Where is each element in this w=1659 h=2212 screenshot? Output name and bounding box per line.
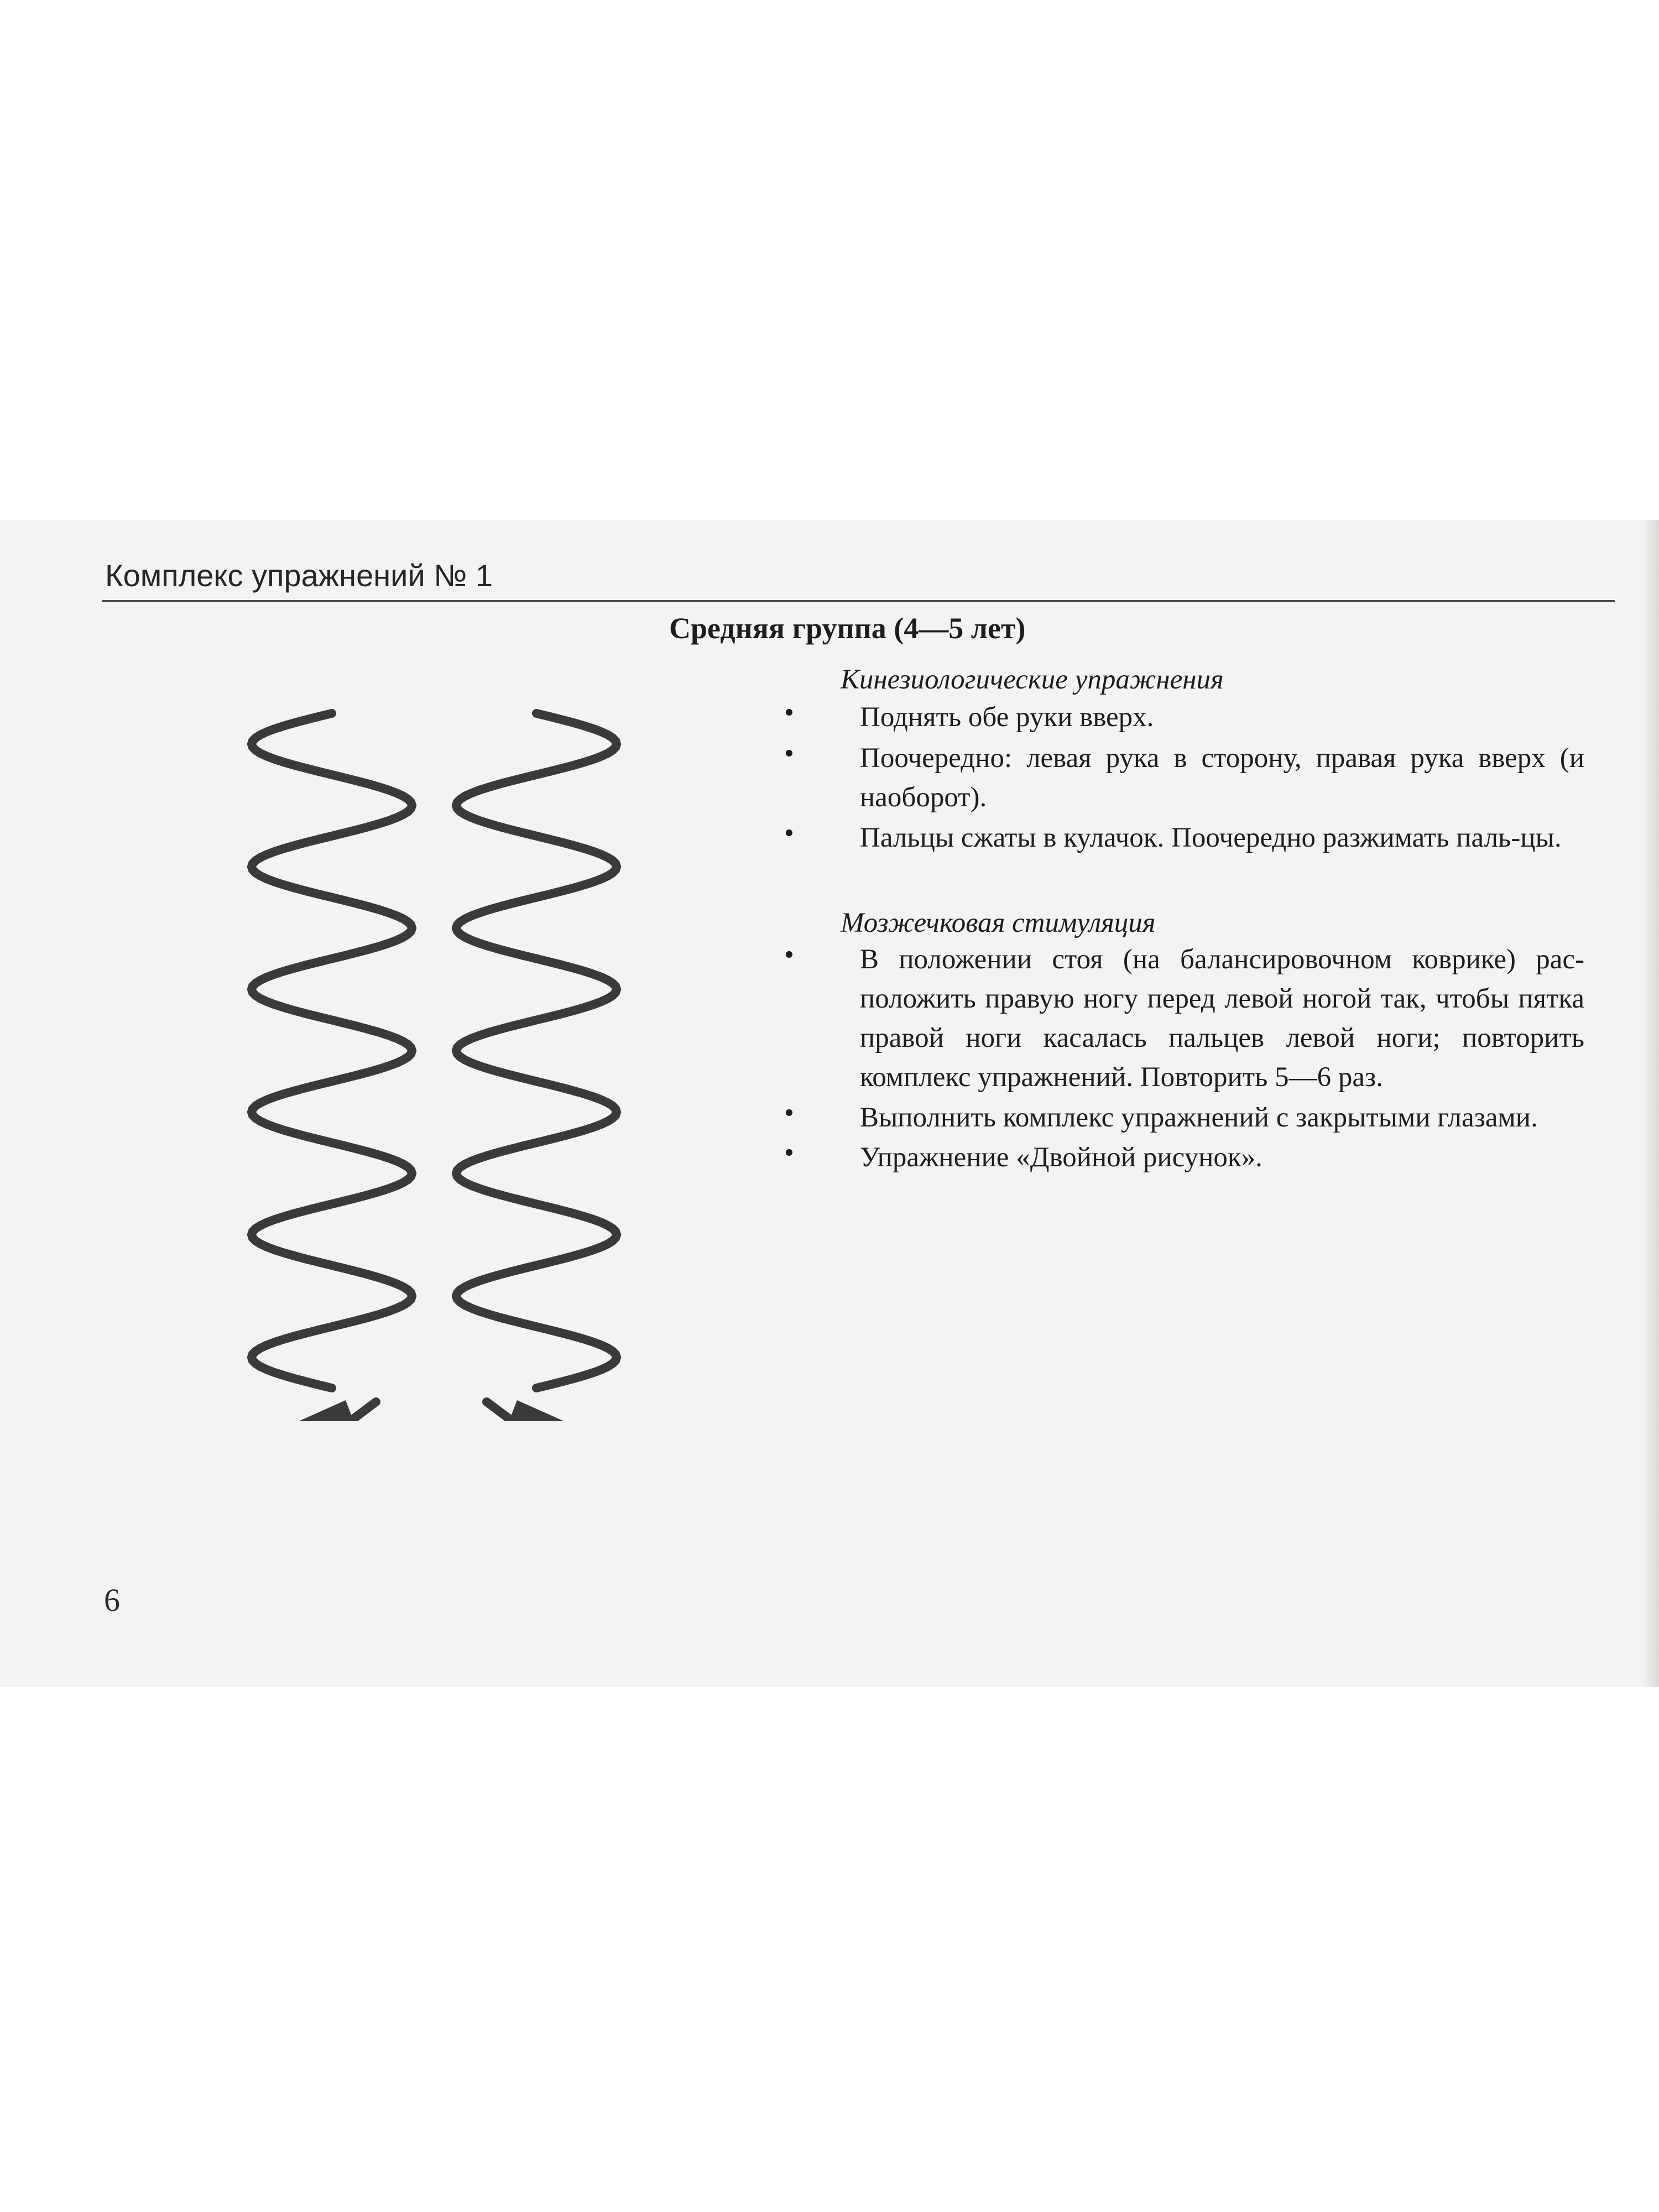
page-number: 6: [104, 1582, 120, 1618]
cerebellar-item-3: Упражнение «Двойной рисунок».: [860, 1142, 1262, 1173]
bullet-marker: •: [784, 1138, 794, 1168]
bullet-marker: •: [784, 818, 794, 849]
bullet-marker: •: [784, 738, 794, 769]
header-rule: [102, 600, 1615, 602]
double-wave-drawing-icon: [199, 702, 697, 1421]
bullet-marker: •: [784, 1098, 794, 1129]
right-arrowhead-icon: [506, 1400, 564, 1421]
kinesiology-item-3: Пальцы сжаты в кулачок. Поочередно разжимать паль-цы.: [860, 822, 1562, 853]
section-title: Средняя группа (4—5 лет): [669, 612, 1026, 645]
bullet-marker: •: [784, 697, 794, 728]
cerebellar-item-1: В положении стоя (на балансировочном коврике) рас-положить правую ногу перед левой ногой так, чтобы пятка правой ноги касалась пальцев левой ноги; повторить комплекс упражнений. Повторить 5—6 раз.: [860, 944, 1584, 1093]
running-title: Комплекс упражнений № 1: [105, 558, 493, 593]
bullet-marker: •: [784, 940, 794, 971]
left-arrowhead-icon: [299, 1400, 357, 1421]
cerebellar-item-2: Выполнить комплекс упражнений с закрытыми глазами.: [860, 1102, 1538, 1133]
cerebellar-heading: Мозжечковая стимуляция: [841, 907, 1156, 938]
kinesiology-item-2-text: Поочередно: левая рука в сторону, правая рука вверх (и наоборот).: [860, 743, 1584, 813]
page-edge-shadow: [1642, 520, 1659, 1687]
kinesiology-heading: Кинезиологические упражнения: [841, 664, 1224, 695]
left-wave-line: [252, 713, 412, 1388]
kinesiology-item-2: [860, 739, 1584, 817]
kinesiology-item-1: Поднять обе руки вверх.: [860, 702, 1154, 733]
right-wave-line: [456, 713, 617, 1388]
wave-lines: [252, 713, 617, 1388]
